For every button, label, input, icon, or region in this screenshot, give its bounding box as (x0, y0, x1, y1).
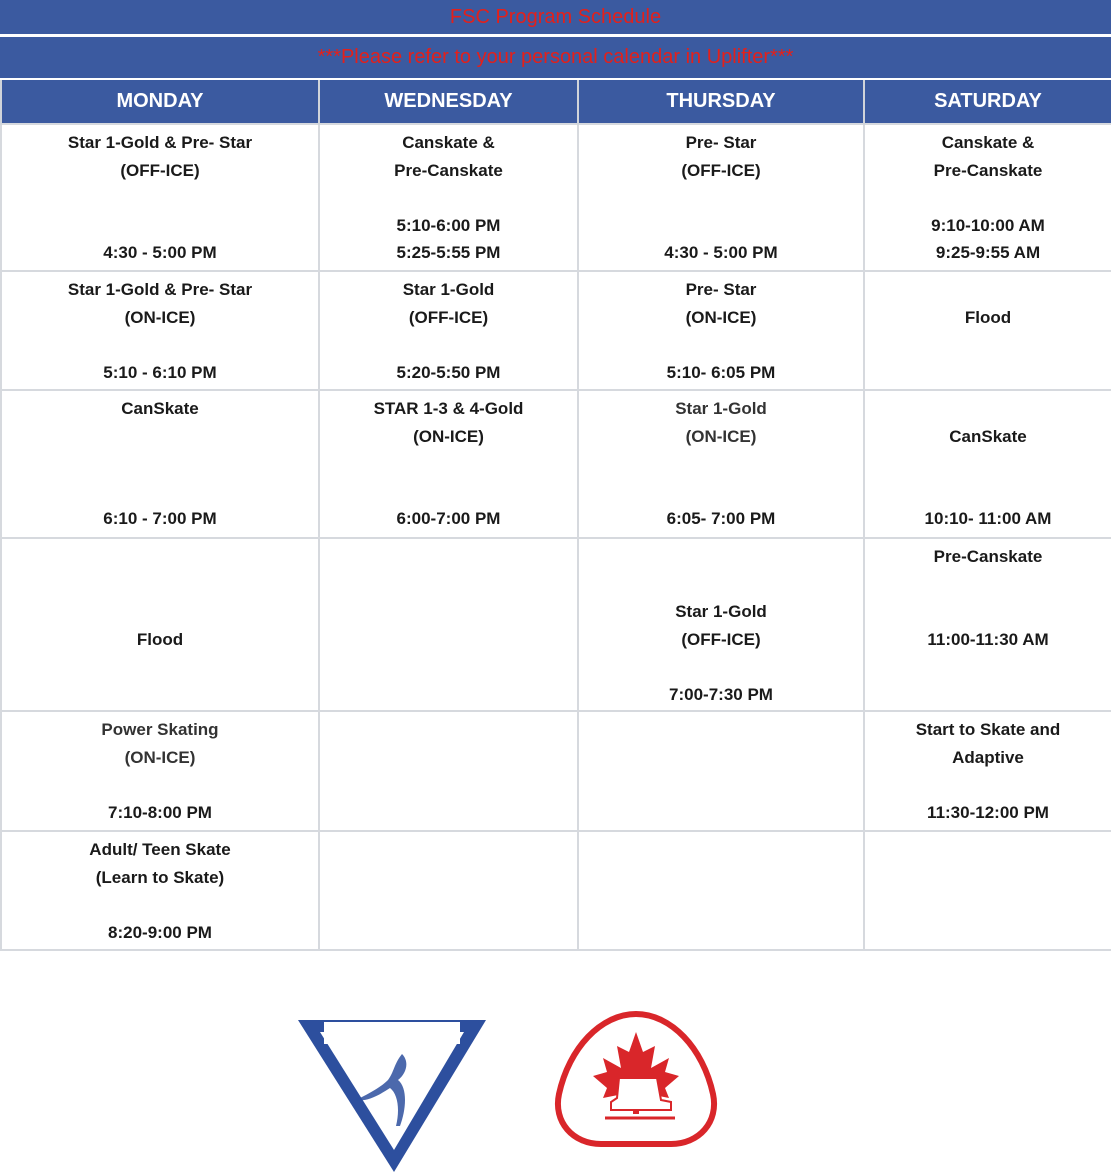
session-cell (578, 390, 864, 538)
session-cell (864, 271, 1111, 390)
session-time: 7:10-8:00 PM (108, 802, 212, 822)
session-name: Pre-Canskate (933, 547, 1043, 566)
session-time: 7:00-7:30 PM (669, 684, 773, 704)
session-time: 11:00-11:30 AM (927, 629, 1049, 649)
session-name: Canskate & (402, 133, 495, 152)
session-cell (1, 831, 319, 950)
session-cell (1, 538, 319, 711)
session-time: 9:10-10:00 AM (931, 215, 1045, 235)
session-cell (1, 271, 319, 390)
schedule-row (1, 538, 1111, 711)
session-name: Star 1-Gold (402, 280, 495, 299)
schedule-row (1, 831, 1111, 950)
session-cell (578, 124, 864, 271)
session-type: (OFF-ICE) (681, 160, 761, 180)
session-time: 4:30 - 5:00 PM (664, 243, 778, 262)
session-cell (1, 711, 319, 831)
day-header-monday: MONDAY (1, 80, 319, 124)
session-name-cont: Pre-Canskate (394, 160, 503, 180)
session-name: CanSkate (121, 399, 199, 418)
session-type: (OFF-ICE) (408, 307, 489, 327)
session-cell (864, 390, 1111, 538)
schedule-row (1, 390, 1111, 538)
empty-cell (319, 711, 578, 831)
session-cell (864, 538, 1111, 711)
session-time: 6:10 - 7:00 PM (103, 509, 217, 528)
session-time-alt: 9:25-9:55 AM (935, 243, 1041, 262)
flamboro-skating-club-logo (294, 1014, 490, 1173)
session-type: (OFF-ICE) (681, 629, 761, 649)
session-time-alt: 5:25-5:55 PM (396, 243, 501, 262)
session-time: 11:30-12:00 PM (927, 802, 1049, 822)
session-time: 5:20-5:50 PM (396, 362, 501, 382)
session-cell (319, 271, 578, 390)
session-name: Power Skating (101, 720, 219, 739)
session-cell (864, 124, 1111, 271)
session-name: Star 1-Gold & Pre- Star (67, 133, 253, 152)
schedule-row (1, 711, 1111, 831)
logo-area (0, 1008, 1111, 1173)
session-name: Canskate & (941, 133, 1035, 152)
schedule-table (0, 80, 1111, 951)
empty-cell (319, 831, 578, 950)
session-name: Star 1-Gold (675, 399, 767, 418)
session-cell (578, 271, 864, 390)
session-type: (ON-ICE) (685, 307, 757, 327)
day-header-saturday: SATURDAY (864, 80, 1111, 124)
day-header-thursday: THURSDAY (578, 80, 864, 124)
session-type: (OFF-ICE) (120, 160, 200, 180)
flood-label: Flood (964, 307, 1012, 327)
session-name: Pre- Star (685, 280, 757, 299)
session-cell (319, 124, 578, 271)
session-name: Star 1-Gold & Pre- Star (67, 280, 253, 299)
session-cell (1, 390, 319, 538)
session-time: 4:30 - 5:00 PM (103, 243, 217, 262)
session-time: 5:10-6:00 PM (396, 215, 501, 235)
day-header-wednesday: WEDNESDAY (319, 80, 578, 124)
empty-cell (319, 538, 578, 711)
session-type: (Learn to Skate) (95, 867, 225, 887)
session-cell (864, 711, 1111, 831)
session-cell (578, 538, 864, 711)
session-name: CanSkate (949, 426, 1027, 446)
session-name: STAR 1-3 & 4-Gold (373, 399, 524, 418)
empty-cell (578, 831, 864, 950)
schedule-row (1, 124, 1111, 271)
session-name-cont: Adaptive (952, 747, 1024, 767)
session-time: 5:10 - 6:10 PM (103, 362, 217, 382)
session-type: (ON-ICE) (124, 307, 196, 327)
maple-leaf-skate-logo (553, 1008, 719, 1148)
session-name: Adult/ Teen Skate (89, 840, 231, 859)
session-time: 8:20-9:00 PM (108, 922, 212, 942)
schedule-title: FSC Program Schedule (0, 0, 1111, 36)
session-time: 6:00-7:00 PM (396, 509, 501, 528)
session-cell (319, 390, 578, 538)
session-name: Star 1-Gold (675, 602, 767, 621)
session-type: (ON-ICE) (124, 747, 196, 767)
session-type: (ON-ICE) (685, 426, 757, 446)
session-time: 10:10- 11:00 AM (924, 509, 1052, 528)
uplifter-notice: ***Please refer to your personal calendar in Uplifter*** (0, 37, 1111, 78)
schedule-row (1, 271, 1111, 390)
empty-cell (864, 831, 1111, 950)
session-type: (ON-ICE) (413, 426, 484, 446)
day-header-row (1, 80, 1111, 124)
session-cell (1, 124, 319, 271)
empty-cell (578, 711, 864, 831)
session-time: 6:05- 7:00 PM (666, 509, 776, 528)
session-name-cont: Pre-Canskate (933, 160, 1043, 180)
session-name: Pre- Star (685, 133, 757, 152)
flood-label: Flood (136, 629, 184, 649)
session-name: Start to Skate and (915, 720, 1061, 739)
session-time: 5:10- 6:05 PM (666, 362, 776, 382)
